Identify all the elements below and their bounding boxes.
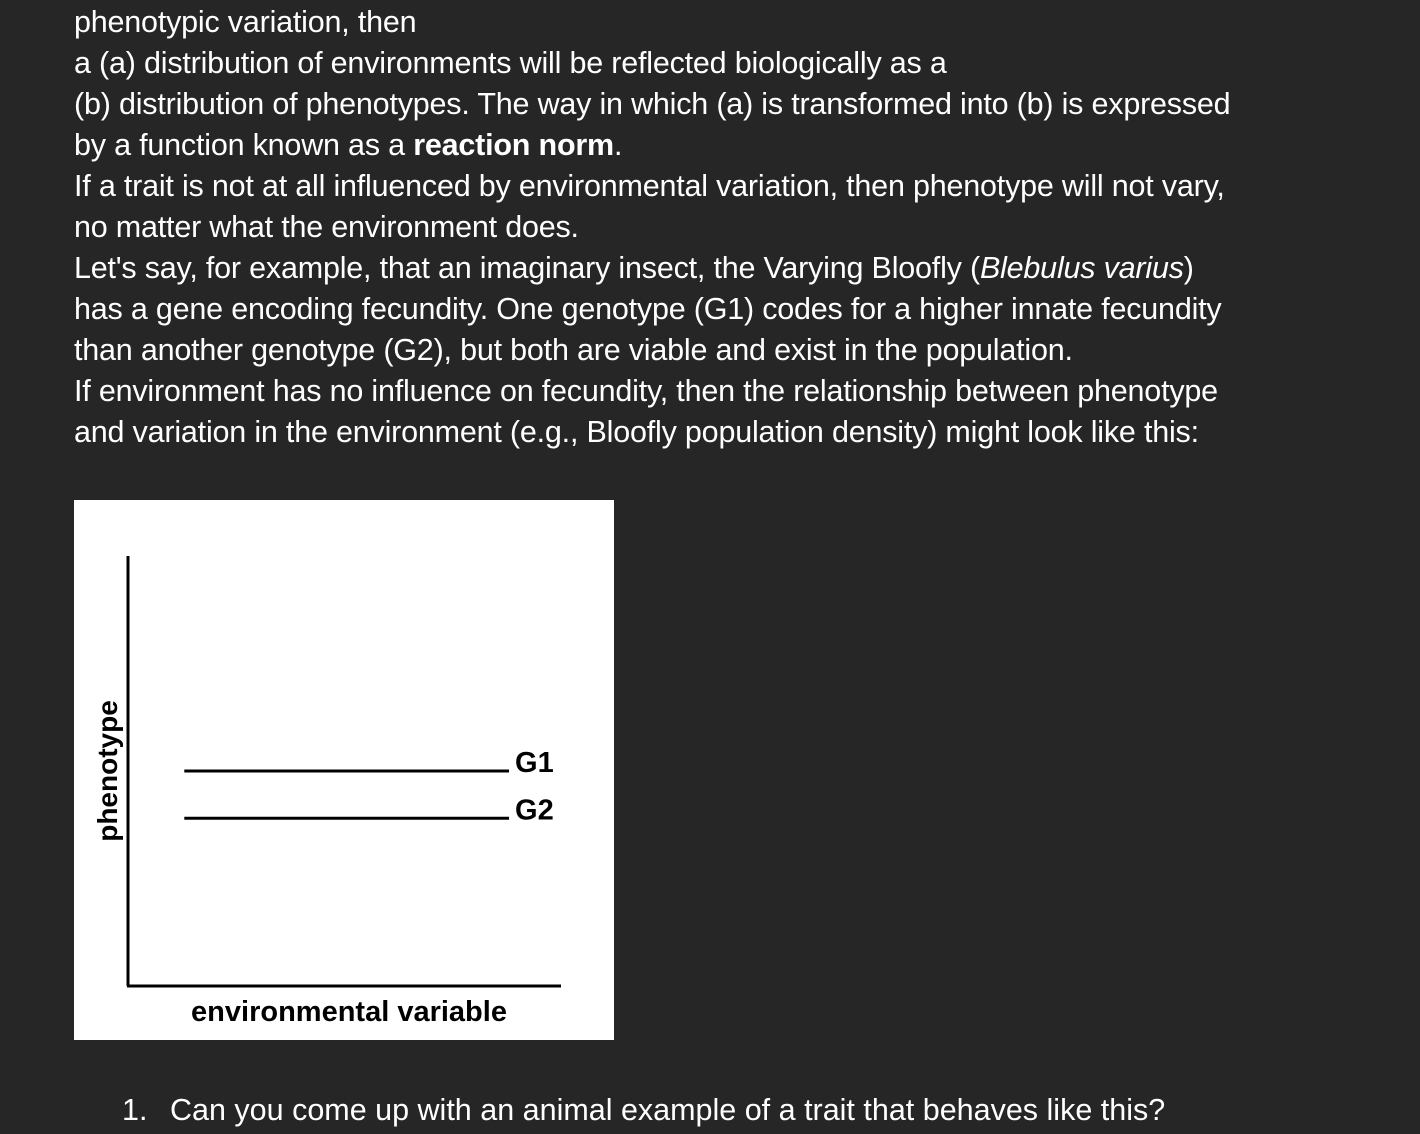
series-label-g1: G1 — [515, 747, 554, 779]
text-segment: by a function known as a — [74, 128, 414, 162]
y-axis-label: phenotype — [92, 700, 123, 842]
series-label-g2: G2 — [515, 794, 554, 827]
text-line: than another genotype (G2), but both are viable and exist in the population. — [74, 333, 1073, 367]
reaction-norm-term: reaction norm — [413, 128, 614, 162]
question-item — [122, 1090, 1165, 1130]
text-line: and variation in the environment (e.g., Bloofly population density) might look like this: — [74, 415, 1199, 449]
text-segment: Let's say, for example, that an imaginary insect, the Varying Bloofly ( — [74, 251, 980, 285]
text-line: (b) distribution of phenotypes. The way in which (a) is transformed into (b) is expressed — [74, 87, 1231, 121]
text-line: no matter what the environment does. — [74, 210, 579, 244]
question-text: Can you come up with an animal example of a trait that behaves like this? — [170, 1093, 1166, 1127]
text-line — [74, 248, 1364, 289]
text-line: If a trait is not at all influenced by environmental variation, then phenotype will not vary, — [74, 169, 1225, 203]
chart-canvas — [74, 500, 614, 1040]
text-line — [74, 125, 1364, 166]
species-name: Blebulus varius — [979, 251, 1184, 285]
question-number: 1. — [122, 1093, 148, 1127]
x-axis-label: environmental variable — [191, 996, 507, 1028]
series-layer — [184, 747, 553, 826]
text-line: phenotypic variation, then — [74, 5, 417, 39]
body-text — [74, 2, 1364, 453]
text-line: has a gene encoding fecundity. One genotype (G1) codes for a higher innate fecundity — [74, 292, 1222, 326]
text-segment: ) — [1183, 251, 1194, 285]
reaction-norm-chart — [74, 500, 614, 1040]
text-line: If environment has no influence on fecundity, then the relationship between phenotype — [74, 374, 1218, 408]
text-line: a (a) distribution of environments will be reflected biologically as a — [74, 46, 947, 80]
text-segment: . — [613, 128, 623, 162]
